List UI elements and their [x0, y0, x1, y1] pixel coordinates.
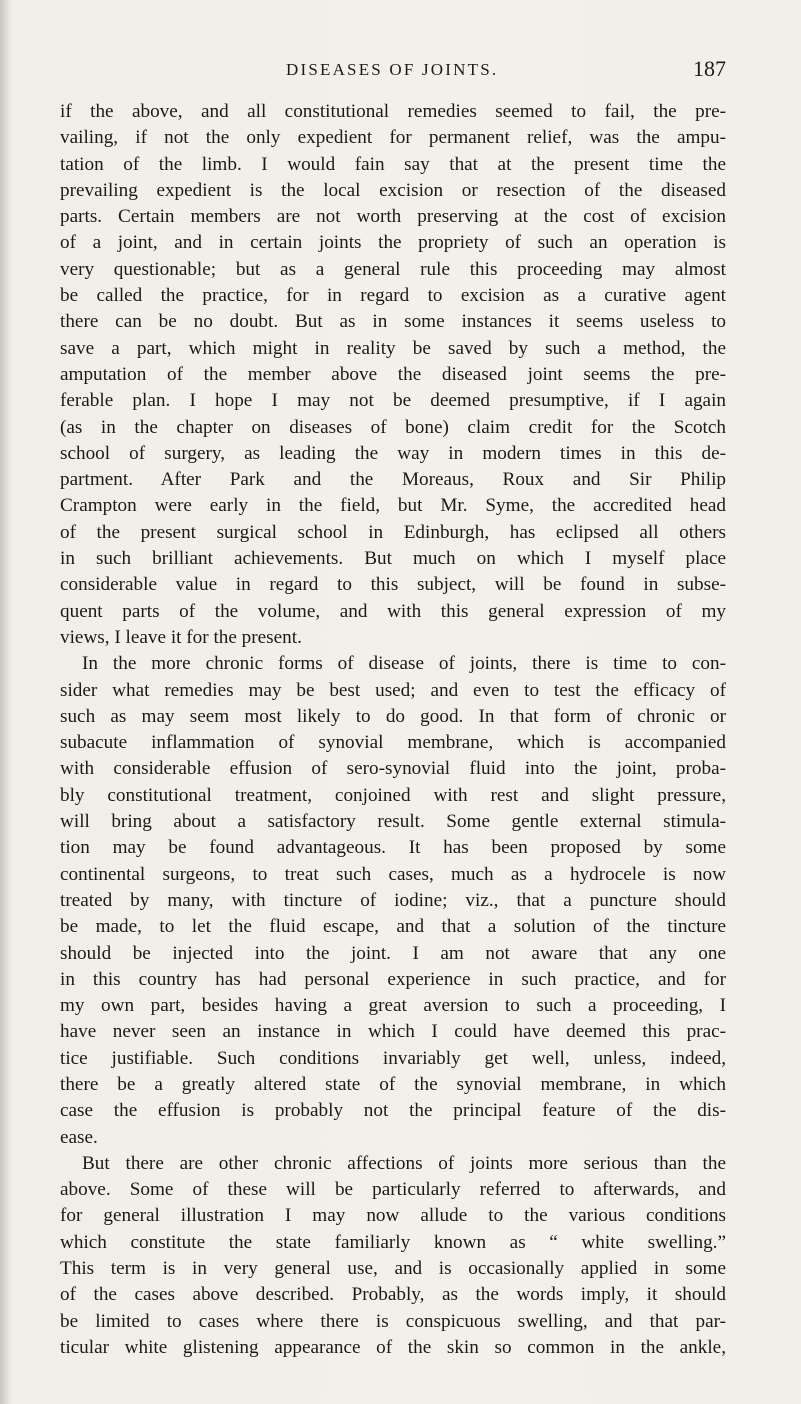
text-line: prevailing expedient is the local excision or resection of the diseased: [60, 179, 726, 201]
text-line: tation of the limb. I would fain say that at the present time the: [60, 153, 726, 175]
text-line: with considerable effusion of sero-synovial fluid into the joint, proba-: [60, 758, 726, 780]
text-line: (as in the chapter on diseases of bone) claim credit for the Scotch: [60, 416, 726, 438]
text-line: ferable plan. I hope I may not be deemed presumptive, if I again: [60, 390, 726, 412]
text-line: continental surgeons, to treat such cases, much as a hydrocele is now: [60, 863, 726, 885]
paragraph-end-line: views, I leave it for the present.: [60, 626, 302, 648]
text-line: case the effusion is probably not the principal feature of the dis-: [60, 1100, 726, 1122]
text-line: vailing, if not the only expedient for permanent relief, was the ampu-: [60, 127, 726, 149]
text-line: have never seen an instance in which I could have deemed this prac-: [60, 1021, 726, 1043]
text-line: should be injected into the joint. I am not aware that any one: [60, 942, 726, 964]
text-line: of the present surgical school in Edinburgh, has eclipsed all others: [60, 521, 726, 543]
text-line: of the cases above described. Probably, as the words imply, it should: [60, 1284, 726, 1306]
text-line: will bring about a satisfactory result. Some gentle external stimula-: [60, 811, 726, 833]
text-line: there can be no doubt. But as in some instances it seems useless to: [60, 311, 726, 333]
text-line: This term is in very general use, and is occasionally applied in some: [60, 1258, 726, 1280]
text-line: which constitute the state familiarly known as “ white swelling.”: [60, 1231, 726, 1253]
text-line: sider what remedies may be best used; and even to test the efficacy of: [60, 679, 726, 701]
text-line: tice justifiable. Such conditions invariably get well, unless, indeed,: [60, 1047, 726, 1069]
text-line: be called the practice, for in regard to excision as a curative agent: [60, 285, 726, 307]
body-text: [60, 99, 726, 1361]
text-line: above. Some of these will be particularly referred to afterwards, and: [60, 1179, 726, 1201]
gutter-shadow: [0, 0, 10, 1404]
text-line: amputation of the member above the diseased joint seems the pre-: [60, 363, 726, 385]
text-line: tion may be found advantageous. It has been proposed by some: [60, 837, 726, 859]
text-line: partment. After Park and the Moreaus, Roux and Sir Philip: [60, 469, 726, 491]
text-line: in this country has had personal experience in such practice, and for: [60, 968, 726, 990]
paragraph-start-line: But there are other chronic affections of joints more serious than the: [82, 1152, 726, 1174]
text-line: my own part, besides having a great aversion to such a proceeding, I: [60, 995, 726, 1017]
text-line: save a part, which might in reality be saved by such a method, the: [60, 337, 726, 359]
text-line: Crampton were early in the field, but Mr. Syme, the accredited head: [60, 495, 726, 517]
text-line: very questionable; but as a general rule this proceeding may almost: [60, 258, 726, 280]
text-line: for general illustration I may now allude to the various conditions: [60, 1205, 726, 1227]
text-line: be made, to let the fluid escape, and that a solution of the tincture: [60, 916, 726, 938]
text-line: such as may seem most likely to do good. In that form of chronic or: [60, 705, 726, 727]
text-line: be limited to cases where there is conspicuous swelling, and that par-: [60, 1310, 726, 1332]
text-line: treated by many, with tincture of iodine; viz., that a puncture should: [60, 889, 726, 911]
text-line: bly constitutional treatment, conjoined with rest and slight pressure,: [60, 784, 726, 806]
text-line: of a joint, and in certain joints the propriety of such an operation is: [60, 232, 726, 254]
text-line: in such brilliant achievements. But much on which I myself place: [60, 548, 726, 570]
text-line: there be a greatly altered state of the synovial membrane, in which: [60, 1073, 726, 1095]
running-head: [286, 56, 726, 90]
text-line: quent parts of the volume, and with this general expression of my: [60, 600, 726, 622]
text-line: parts. Certain members are not worth preserving at the cost of excision: [60, 206, 726, 228]
paragraph-start-line: In the more chronic forms of disease of joints, there is time to con-: [82, 653, 726, 675]
text-line: school of surgery, as leading the way in modern times in this de-: [60, 442, 726, 464]
paragraph-end-line: ease.: [60, 1126, 98, 1148]
text-line: ticular white glistening appearance of the skin so common in the ankle,: [60, 1336, 726, 1358]
running-title: DISEASES OF JOINTS.: [286, 60, 499, 79]
page-number: 187: [693, 56, 726, 81]
text-line: considerable value in regard to this subject, will be found in subse-: [60, 574, 726, 596]
text-line: if the above, and all constitutional remedies seemed to fail, the pre-: [60, 101, 726, 122]
text-line: subacute inflammation of synovial membrane, which is accompanied: [60, 732, 726, 754]
